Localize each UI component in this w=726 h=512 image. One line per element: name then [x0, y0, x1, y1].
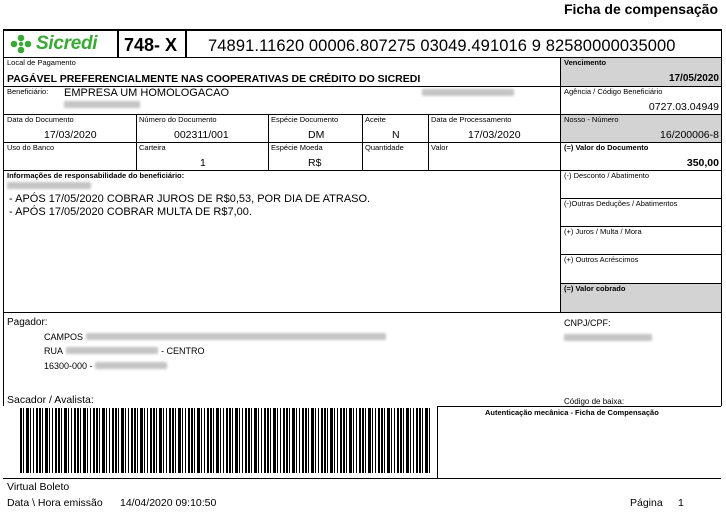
aceite-value: N [392, 129, 400, 141]
bank-name: Sicredi [36, 33, 98, 54]
sicredi-logo-icon [10, 34, 32, 54]
numero-documento-label: Número do Documento [139, 115, 217, 124]
redacted-text [7, 182, 91, 189]
agencia-label: Agência / Código Beneficiário [564, 87, 663, 96]
valor-documento-value: 350,00 [686, 157, 719, 169]
uso-banco-label: Uso do Banco [7, 143, 55, 152]
barcode [20, 408, 430, 473]
rule [3, 478, 721, 479]
data-processamento-label: Data de Processamento [431, 115, 512, 124]
rule [362, 114, 363, 170]
outros-acrescimos-label: (+) Outros Acréscimos [564, 255, 639, 264]
pagador-label: Pagador: [7, 317, 48, 328]
rule [560, 57, 561, 312]
digitable-line: 74891.11620 00006.807275 03049.491016 9 82580000035000 [208, 37, 676, 55]
vencimento-value: 17/05/2020 [668, 73, 719, 84]
instrucao-line: - APÓS 17/05/2020 COBRAR MULTA DE R$7,00. [9, 206, 252, 218]
redacted-text [95, 362, 167, 369]
instrucao-line: - APÓS 17/05/2020 COBRAR JUROS DE R$0,53, POR DIA DE ATRASO. [9, 193, 371, 205]
data-processamento-value: 17/03/2020 [468, 129, 521, 141]
redacted-text [564, 334, 652, 341]
redacted-text [64, 101, 140, 108]
especie-moeda-value: R$ [308, 157, 322, 169]
redacted-text [66, 347, 158, 354]
redacted-text [422, 89, 514, 96]
divider [185, 31, 187, 57]
carteira-value: 1 [200, 157, 206, 169]
divider [117, 31, 119, 57]
local-pagamento-label: Local de Pagamento [7, 58, 76, 67]
instrucoes-label: Informações de responsabilidade do beneficiário: [7, 171, 185, 180]
emissao-value: 14/04/2020 09:10:50 [120, 497, 217, 509]
carteira-label: Carteira [139, 143, 166, 152]
especie-documento-label: Espécie Documento [271, 115, 339, 124]
pagina-value: 1 [678, 497, 684, 509]
bank-code: 748- X [124, 35, 178, 55]
bank-logo [10, 32, 97, 56]
quantidade-label: Quantidade [365, 143, 404, 152]
rule [721, 29, 722, 406]
page-title: Ficha de compensação [563, 1, 718, 17]
desconto-label: (-) Desconto / Abatimento [564, 171, 650, 180]
rule [3, 29, 4, 312]
nosso-numero-value: 16/200006-8 [660, 129, 719, 141]
rule [428, 114, 429, 170]
pagador-line2-prefix: RUA [44, 346, 64, 356]
especie-documento-value: DM [308, 129, 325, 141]
vencimento-label: Vencimento [564, 58, 607, 67]
numero-documento-value: 002311/001 [174, 129, 229, 141]
rule [136, 114, 137, 170]
aceite-label: Aceite [365, 115, 386, 124]
redacted-text [86, 333, 386, 340]
local-pagamento-value: PAGÁVEL PREFERENCIALMENTE NAS COOPERATIVAS DE CRÉDITO DO SICREDI [7, 73, 421, 85]
data-documento-label: Data do Documento [7, 115, 74, 124]
beneficiario-value: EMPRESA UM HOMOLOGACAO [64, 87, 230, 99]
sacador-label: Sacador / Avalista: [7, 394, 94, 406]
top-border [3, 29, 721, 31]
rule [3, 312, 721, 313]
pagador-line2-suffix: - CENTRO [161, 346, 205, 356]
pagador-line1: CAMPOS [44, 332, 84, 342]
valor-documento-label: (=) Valor do Documento [564, 143, 649, 152]
data-documento-value: 17/03/2020 [44, 129, 97, 141]
rule [3, 57, 721, 58]
emissao-label: Data \ Hora emissão [7, 497, 103, 509]
footer-app-name: Virtual Boleto [7, 481, 70, 493]
cnpj-label: CNPJ/CPF: [564, 318, 611, 328]
juros-label: (+) Juros / Multa / Mora [564, 227, 642, 236]
especie-moeda-label: Espécie Moeda [271, 143, 323, 152]
autenticacao-label: Autenticação mecânica - Ficha de Compensação [485, 408, 659, 417]
nosso-numero-label: Nosso - Número [564, 115, 619, 124]
outras-deducoes-label: (-)Outras Deduções / Abatimentos [564, 199, 678, 208]
beneficiario-label: Beneficiário: [7, 87, 49, 96]
valor-label: Valor [431, 143, 448, 152]
valor-cobrado-label: (=) Valor cobrado [564, 284, 626, 293]
agencia-value: 0727.03.04949 [648, 101, 719, 113]
rule [268, 114, 269, 170]
rule [3, 312, 4, 406]
pagina-label: Página [630, 497, 663, 509]
rule [437, 406, 438, 478]
codigo-baixa-label: Código de baixa: [564, 397, 625, 406]
pagador-line3: 16300-000 - [44, 361, 93, 371]
